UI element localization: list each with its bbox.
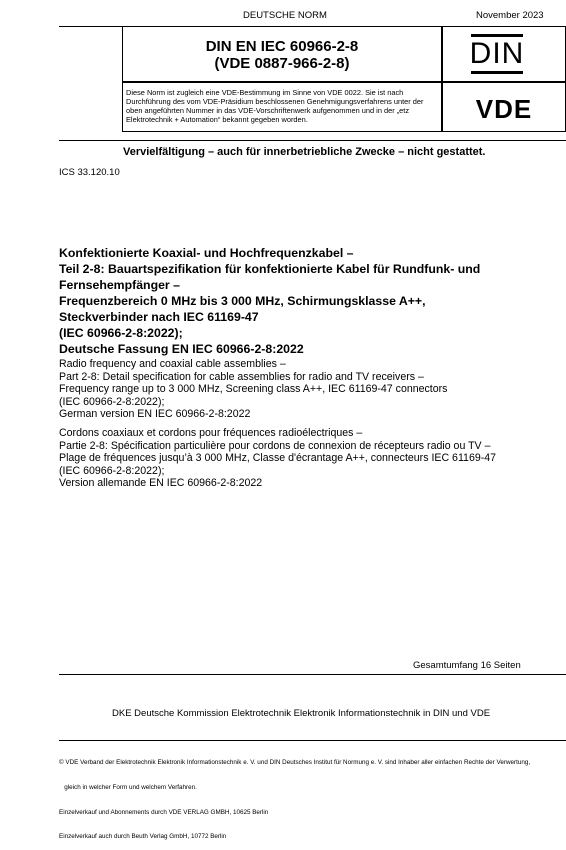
- footer-line: Einzelverkauf und Abonnements durch VDE VERLAG GMBH, 10625 Berlin: [59, 808, 269, 816]
- title-german: [59, 245, 564, 357]
- vde-logo: VDE: [475, 94, 533, 124]
- footer-line: Einzelverkauf auch durch Beuth Verlag GmbH, 10772 Berlin: [59, 833, 227, 841]
- title-fr-line: Version allemande EN IEC 60966-2-8:2022: [59, 477, 263, 490]
- standard-number-box: [122, 26, 442, 82]
- footer-copyright: [59, 743, 564, 850]
- title-de-line: Teil 2-8: Bauartspezifikation für konfektionierte Kabel für Rundfunk- und: [59, 262, 481, 276]
- title-de-line: Deutsche Fassung EN IEC 60966-2-8:2022: [59, 342, 304, 356]
- total-pages: Gesamtumfang 16 Seiten: [413, 660, 521, 671]
- title-en-line: German version EN IEC 60966-2-8:2022: [59, 408, 251, 421]
- title-en-line: Radio frequency and coaxial cable assemblies –: [59, 358, 286, 370]
- ics-code: ICS 33.120.10: [59, 167, 120, 178]
- vde-notice-text: Diese Norm ist zugleich eine VDE-Bestimmung im Sinne von VDE 0022. Sie ist nach Durchführung des vom VDE-Präsidium beschlossenen Genehmigungsverfahrens unter der oben angeführten Nummer in das VDE-Vorschriftenwerk aufgenommen und in der „etz Elektrotechnik + Automation“ bekannt gegeben worden.: [126, 88, 424, 124]
- vde-notice-box: [122, 82, 442, 132]
- title-de-line: Steckverbinder nach IEC 61169-47: [59, 310, 259, 324]
- title-en-line: Part 2-8: Detail specification for cable assemblies for radio and TV receivers –: [59, 370, 424, 383]
- title-fr-line: Partie 2-8: Spécification particulière pour cordons de connexion de récepteurs radio ou TV –: [59, 439, 491, 452]
- din-logo-text: DIN: [469, 37, 525, 70]
- title-de-line: Frequenzbereich 0 MHz bis 3 000 MHz, Schirmungsklasse A++,: [59, 294, 426, 308]
- din-logo: [471, 34, 523, 74]
- footer-line: © VDE Verband der Elektrotechnik Elektronik Informationstechnik e. V. und DIN Deutsches Institut für Normung e. V. sind Inhaber aller einfachen Rechte der Verwertung,: [59, 759, 531, 767]
- norm-type-label: DEUTSCHE NORM: [243, 10, 327, 21]
- vde-number: (VDE 0887-966-2-8): [214, 55, 350, 72]
- pages-rule: [59, 674, 566, 675]
- title-en-line: (IEC 60966-2-8:2022);: [59, 395, 165, 408]
- title-english: [59, 358, 564, 421]
- footer-rule: [59, 740, 566, 741]
- din-logo-box: [442, 26, 566, 82]
- standard-number: DIN EN IEC 60966-2-8: [205, 38, 359, 55]
- publication-date: November 2023: [476, 10, 544, 21]
- reproduction-notice: Vervielfältigung – auch für innerbetriebliche Zwecke – nicht gestattet.: [123, 146, 486, 158]
- title-french: [59, 427, 564, 490]
- footer-line: gleich in welcher Form und welchem Verfahren.: [59, 784, 197, 792]
- title-fr-line: Cordons coaxiaux et cordons pour fréquences radioélectriques –: [59, 427, 363, 439]
- title-de-line: (IEC 60966-2-8:2022);: [59, 326, 183, 340]
- vde-logo-box: [442, 82, 566, 132]
- section-rule: [59, 140, 566, 141]
- title-fr-line: Plage de fréquences jusqu’à 3 000 MHz, Classe d'écrantage A++, connecteurs IEC 61169-47: [59, 452, 497, 465]
- title-en-line: Frequency range up to 3 000 MHz, Screening class A++, IEC 61169-47 connectors: [59, 383, 448, 396]
- dke-committee: DKE Deutsche Kommission Elektrotechnik Elektronik Informationstechnik in DIN und VDE: [112, 708, 491, 719]
- title-de-line: Fernsehempfänger –: [59, 278, 180, 292]
- title-fr-line: (IEC 60966-2-8:2022);: [59, 464, 165, 477]
- title-de-line: Konfektionierte Koaxial- und Hochfrequenzkabel –: [59, 246, 354, 260]
